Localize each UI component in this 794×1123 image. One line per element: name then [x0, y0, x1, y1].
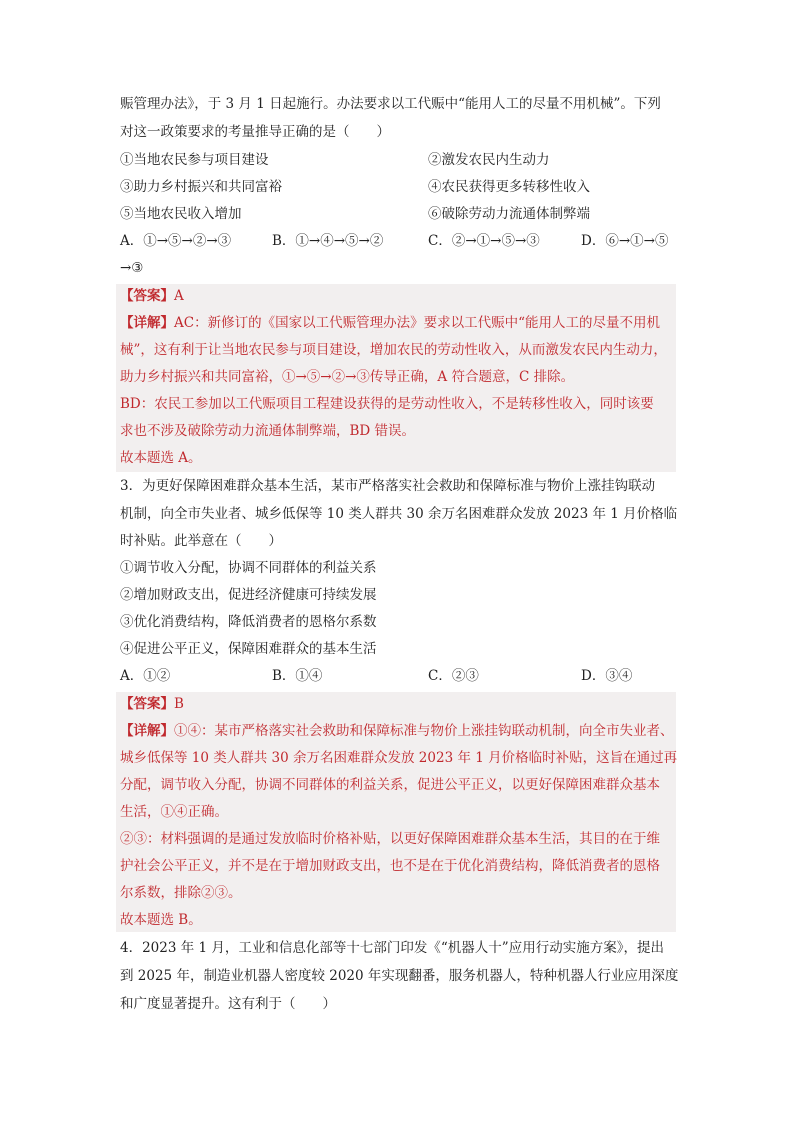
- q3-choice-c: C．②③: [428, 668, 479, 684]
- q3-detail-label: 【详解】: [120, 723, 174, 739]
- q2-option-3: ③助力乡村振兴和共同富裕: [120, 179, 282, 195]
- q2-detail-label: 【详解】: [120, 315, 174, 331]
- q2-option-1: ①当地农民参与项目建设: [120, 152, 269, 168]
- q2-detail-line-4: BD：农民工参加以工代赈项目工程建设获得的是劳动性收入，不是转移性收入，同时该要: [120, 396, 654, 412]
- q2-detail-text-1: AC：新修订的《国家以工代赈管理办法》要求以工代赈中“能用人工的尽量不用机: [174, 315, 660, 331]
- q2-answer-value: A: [174, 288, 184, 304]
- q3-detail-text-1: ①④：某市严格落实社会救助和保障标准与物价上涨挂钩联动机制，向全市失业者、: [174, 723, 674, 739]
- q3-detail-line-7: 尔系数，排除②③。: [120, 885, 242, 901]
- q3-detail-line-1: [120, 722, 674, 740]
- q3-option-3: ③优化消费结构，降低消费者的恩格尔系数: [120, 614, 377, 630]
- q2-choice-c: C．②→①→⑤→③: [428, 233, 540, 249]
- q3-option-4: ④促进公平正义，保障困难群众的基本生活: [120, 641, 377, 657]
- q3-stem-line-1: 3．为更好保障困难群众基本生活，某市严格落实社会救助和保障标准与物价上涨挂钩联动: [120, 478, 656, 494]
- q3-detail-line-4: 生活，①④正确。: [120, 804, 228, 820]
- q4-stem-line-1: 4．2023 年 1 月，工业和信息化部等十七部门印发《“机器人十”应用行动实施方案》，提出: [120, 940, 664, 956]
- q4-stem-line-2: 到 2025 年，制造业机器人密度较 2020 年实现翻番，服务机器人，特种机器人行业应用深度: [120, 968, 679, 984]
- q3-choice-a: A．①②: [120, 668, 171, 684]
- q3-detail-line-6: 护社会公平正义，并不是在于增加财政支出，也不是在于优化消费结构，降低消费者的恩格: [120, 858, 660, 874]
- q2-detail-line-3: 助力乡村振兴和共同富裕，①→⑤→②→③传导正确，A 符合题意，C 排除。: [120, 369, 575, 385]
- q2-option-5: ⑤当地农民收入增加: [120, 206, 242, 222]
- q3-choice-d: D．③④: [581, 668, 633, 684]
- q3-answer: [120, 695, 184, 713]
- q3-conclusion: 故本题选 B。: [120, 912, 202, 928]
- q2-option-4: ④农民获得更多转移性收入: [428, 179, 590, 195]
- q4-stem-line-3: 和广度显著提升。这有利于（ ）: [120, 996, 336, 1012]
- q3-stem-line-2: 机制，向全市失业者、城乡低保等 10 类人群共 30 余万名困难群众发放 2023 年 1 月价格临: [120, 506, 678, 522]
- q2-stem-line-2: 对这一政策要求的考量推导正确的是（ ）: [120, 124, 390, 140]
- q2-detail-line-1: [120, 314, 660, 332]
- q2-choice-d-wrap: →③: [120, 260, 144, 276]
- q2-stem-line-1: 赈管理办法》，于 3 月 1 日起施行。办法要求以工代赈中“能用人工的尽量不用机械”。下列: [120, 96, 661, 112]
- q3-answer-value: B: [174, 696, 184, 712]
- q2-choice-b: B．①→④→⑤→②: [272, 233, 384, 249]
- q2-option-6: ⑥破除劳动力流通体制弊端: [428, 206, 590, 222]
- q3-answer-label: 【答案】: [120, 696, 174, 712]
- q2-detail-line-5: 求也不涉及破除劳动力流通体制弊端，BD 错误。: [120, 423, 416, 439]
- q3-detail-line-2: 城乡低保等 10 类人群共 30 余万名困难群众发放 2023 年 1 月价格临时补贴，这旨在通过再: [120, 750, 678, 766]
- q2-answer: [120, 287, 184, 305]
- q2-option-2: ②激发农民内生动力: [428, 152, 550, 168]
- q3-stem-line-3: 时补贴。此举意在（ ）: [120, 533, 282, 549]
- q3-option-2: ②增加财政支出，促进经济健康可持续发展: [120, 587, 377, 603]
- q2-answer-label: 【答案】: [120, 288, 174, 304]
- q3-option-1: ①调节收入分配，协调不同群体的利益关系: [120, 560, 377, 576]
- q2-conclusion: 故本题选 A。: [120, 450, 202, 466]
- q3-detail-line-3: 分配，调节收入分配，协调不同群体的利益关系，促进公平正义，以更好保障困难群众基本: [120, 777, 660, 793]
- q2-choice-d: D．⑥→①→⑤: [581, 233, 669, 249]
- q2-choice-a: A．①→⑤→②→③: [120, 233, 232, 249]
- q2-detail-line-2: 械”，这有利于让当地农民参与项目建设，增加农民的劳动性收入，从而激发农民内生动力，: [120, 342, 667, 358]
- q3-detail-line-5: ②③：材料强调的是通过发放临时价格补贴，以更好保障困难群众基本生活，其目的在于维: [120, 831, 660, 847]
- q3-choice-b: B．①④: [272, 668, 323, 684]
